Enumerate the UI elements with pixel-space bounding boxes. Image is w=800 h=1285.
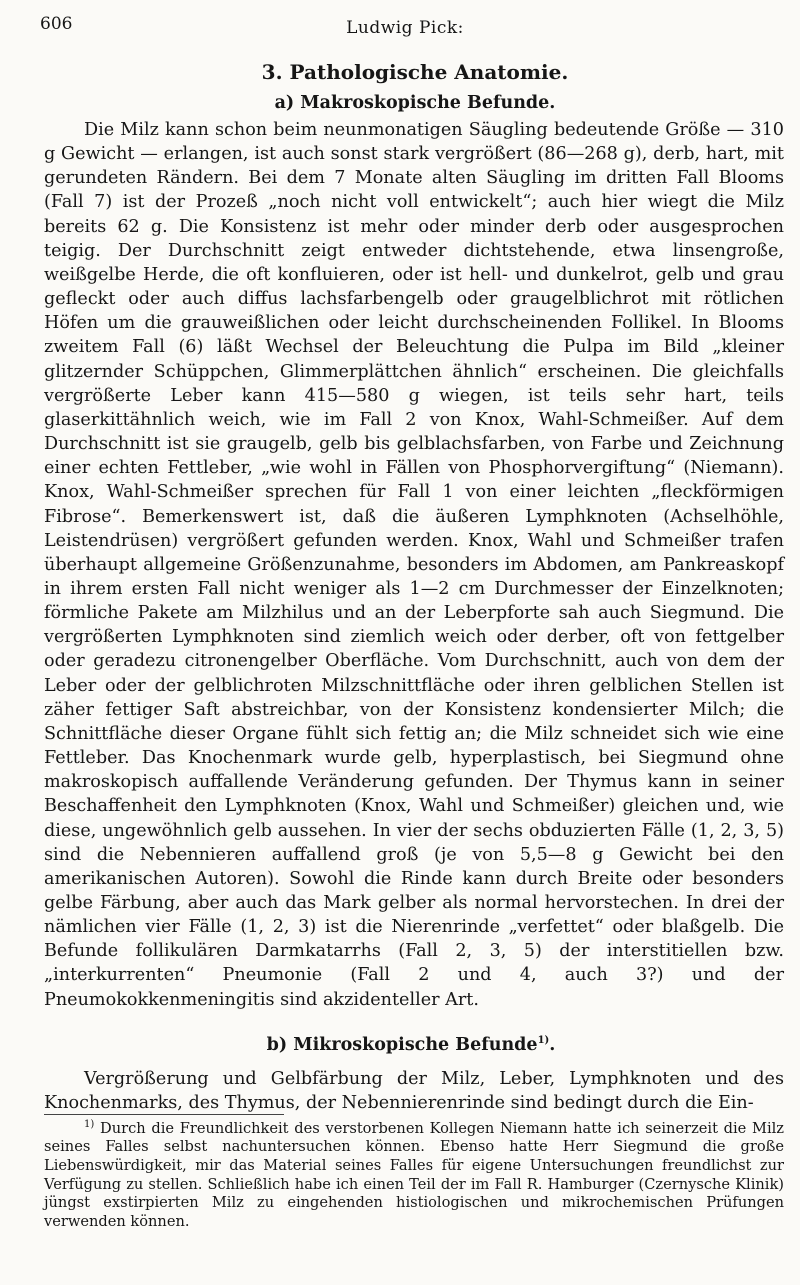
subsection-b-title-period: .: [549, 1035, 556, 1055]
subsection-a-title: a) Makroskopische Befunde.: [274, 93, 556, 113]
subsection-b-body: [44, 1067, 784, 1115]
paragraph-macroscopic-findings: Die Milz kann schon beim neunmonatigen Säugling bedeutende Größe — 310 g Gewicht — erlangen, ist auch sonst stark vergrößert (86—268 g), derb, hart, mit gerundeten Rändern. Bei dem 7 Monate alten Säugling im dritten Fall Blooms (Fall 7) ist der Prozeß „noch nicht voll entwickelt“; auch hier wiegt die Milz bereits 62 g. Die Konsistenz ist mehr oder minder derb oder ausgesprochen teigig. Der Durchschnitt zeigt entweder dichtstehende, etwa linsengroße, weißgelbe Herde, die oft konfluieren, oder ist hell- und dunkelrot, gelb und grau gefleckt oder auch diffus lachsfarbengelb oder graugelblichrot mit rötlichen Höfen um die grauweißlichen oder leicht durchscheinenden Follikel. In Blooms zweitem Fall (6) läßt Wechsel der Beleuchtung die Pulpa im Bild „kleiner glitzernder Schüppchen, Glimmerplättchen ähnlich“ erscheinen. Die gleichfalls vergrößerte Leber kann 415—580 g wiegen, ist teils sehr hart, teils glaserkittähnlich weich, wie im Fall 2 von Knox, Wahl-Schmeißer. Auf dem Durchschnitt ist sie graugelb, gelb bis gelblachsfarben, von Farbe und Zeichnung einer echten Fettleber, „wie wohl in Fällen von Phosphorvergiftung“ (Niemann). Knox, Wahl-Schmeißer sprechen für Fall 1 von einer leichten „fleckförmigen Fibrose“. Bemerkenswert ist, daß die äußeren Lymphknoten (Achselhöhle, Leistendrüsen) vergrößert gefunden werden. Knox, Wahl und Schmeißer trafen überhaupt allgemeine Größenzunahme, besonders im Abdomen, am Pankreaskopf in ihrem ersten Fall nicht weniger als 1—2 cm Durchmesser der Einzelknoten; förmliche Pakete am Milzhilus und an der Leberpforte sah auch Siegmund. Die vergrößerten Lymphknoten sind ziemlich weich oder derber, oft von fettgelber oder geradezu citronengelber Oberfläche. Vom Durchschnitt, auch von dem der Leber oder der gelblichroten Milzschnittfläche oder ihren gelblichen Stellen ist zäher fettiger Saft abstreichbar, von der Konsistenz kondensierter Milch; die Schnittfläche dieser Organe fühlt sich fettig an; die Milz schneidet sich wie eine Fettleber. Das Knochenmark wurde gelb, hyperplastisch, bei Siegmund ohne makroskopisch auffallende Veränderung gefunden. Der Thymus kann in seiner Beschaffenheit den Lymphknoten (Knox, Wahl und Schmeißer) gleichen und, wie diese, ungewöhnlich gelb aussehen. In vier der sechs obduzierten Fälle (1, 2, 3, 5) sind die Nebennieren auffallend groß (je von 5,5—8 g Gewicht bei den amerikanischen Autoren). Sowohl die Rinde kann durch Breite oder besonders gelbe Färbung, aber auch das Mark gelber als normal hervorstechen. In drei der nämlichen vier Fälle (1, 2, 3) ist die Nierenrinde „verfettet“ oder blaßgelb. Die Befunde follikulären Darmkatarrhs (Fall 2, 3, 5) der interstitiellen bzw. „interkurrenten“ Pneumonie (Fall 2 und 4, auch 3?) und der Pneumokokkenmeningitis sind akzidenteller Art.: [44, 120, 784, 1010]
footnote: [44, 1116, 784, 1231]
subsection-b-title-text: b) Mikroskopische Befunde: [266, 1035, 538, 1055]
subsection-a-body: [44, 118, 784, 1012]
footnote-reference[interactable]: 1): [537, 1035, 550, 1047]
page-number: 606: [40, 14, 73, 34]
footnote-text: Durch die Freundlichkeit des verstorbenen Kollegen Niemann hatte ich seinerzeit die Milz seines Falles selbst nachuntersuchen können. Ebenso hatte Herr Siegmund die große Liebenswürdigkeit, mir das Material seines Falles für eigene Untersuchungen freundlichst zur Verfügung zu stellen. Schließlich habe ich einen Teil der im Fall R. Hamburger (Czernysche Klinik) jüngst exstirpierten Milz zu eingehenden histiologischen und mikrochemischen Prüfungen verwenden können.: [44, 1119, 784, 1230]
subsection-b-title: [0, 1035, 800, 1055]
footnote-divider: [44, 1114, 284, 1115]
section-title: 3. Pathologische Anatomie.: [261, 60, 569, 84]
running-title: Ludwig Pick:: [346, 18, 464, 38]
paragraph-microscopic-findings: Vergrößerung und Gelbfärbung der Milz, Leber, Lymphknoten und des Knochenmarks, des Thymus, der Nebennierenrinde sind bedingt durch die Ein-: [44, 1069, 784, 1114]
footnote-marker: 1): [84, 1119, 95, 1130]
running-head: [40, 14, 770, 38]
